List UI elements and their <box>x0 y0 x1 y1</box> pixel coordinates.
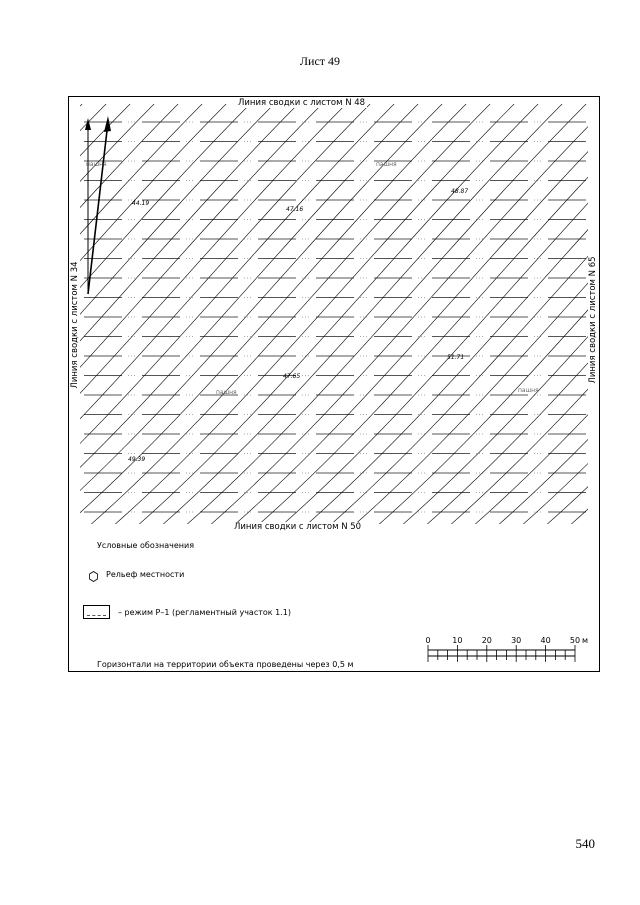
legend-title: Условные обозначения <box>97 541 195 550</box>
contour-line <box>272 104 588 524</box>
edge-label-right: Линия сводки с листом N 65 <box>588 256 598 384</box>
page-number: 540 <box>575 836 595 851</box>
elevation-mark: 51.71 <box>447 354 465 361</box>
terrain-label: пашня <box>376 161 397 168</box>
contour-line <box>152 104 572 524</box>
contour-line <box>80 104 260 524</box>
contour-note: Горизонтали на территории объекта проведены через 0,5 м <box>97 660 354 669</box>
scale-tick-label: 50 <box>569 636 581 645</box>
contour-line <box>392 104 588 524</box>
scale-tick-label: 20 <box>481 636 492 645</box>
legend-relief: Рельеф местности <box>106 570 185 579</box>
scale-unit: м <box>582 636 589 645</box>
contour-line <box>488 104 588 524</box>
topographic-map <box>80 104 588 524</box>
elevation-mark: 47.16 <box>286 206 304 213</box>
contour-line <box>464 104 588 524</box>
edge-label-left: Линия сводки с листом N 34 <box>70 261 80 389</box>
contour-line <box>512 104 588 524</box>
contour-line <box>440 104 588 524</box>
contour-line <box>80 104 308 524</box>
scale-tick-label: 10 <box>452 636 463 645</box>
scale-tick-label: 0 <box>425 636 431 645</box>
contour-line <box>368 104 588 524</box>
zone-icon <box>83 605 110 619</box>
terrain-label: пашня <box>518 387 539 394</box>
contour-line <box>80 104 380 524</box>
relief-icon <box>89 571 98 582</box>
scale-bar <box>420 632 595 664</box>
contour-line <box>248 104 588 524</box>
contour-line <box>536 104 588 524</box>
elevation-mark: 47.65 <box>283 373 301 380</box>
legend-zone: – режим Р–1 (регламентный участок 1.1) <box>118 608 291 617</box>
edge-label-top: Линия сводки с листом N 48 <box>238 98 366 108</box>
contour-line <box>296 104 588 524</box>
terrain-label: пашня <box>86 161 107 168</box>
edge-label-bottom: Линия сводки с листом N 50 <box>234 522 362 532</box>
sheet-title: Лист 49 <box>299 54 341 68</box>
scale-tick-label: 30 <box>511 636 522 645</box>
scale-tick-label: 40 <box>540 636 551 645</box>
zone-dashes <box>84 122 588 512</box>
contour-line <box>320 104 588 524</box>
elevation-mark: 48.87 <box>451 188 469 195</box>
elevation-mark: 49.39 <box>128 456 146 463</box>
contour-line <box>560 104 588 524</box>
contour-line <box>128 104 548 524</box>
terrain-label: пашня <box>216 389 237 396</box>
contour-lines <box>80 104 588 524</box>
contour-line <box>416 104 588 524</box>
contour-line <box>104 104 524 524</box>
elevation-mark: 44.19 <box>132 200 150 207</box>
contour-line <box>80 104 356 524</box>
